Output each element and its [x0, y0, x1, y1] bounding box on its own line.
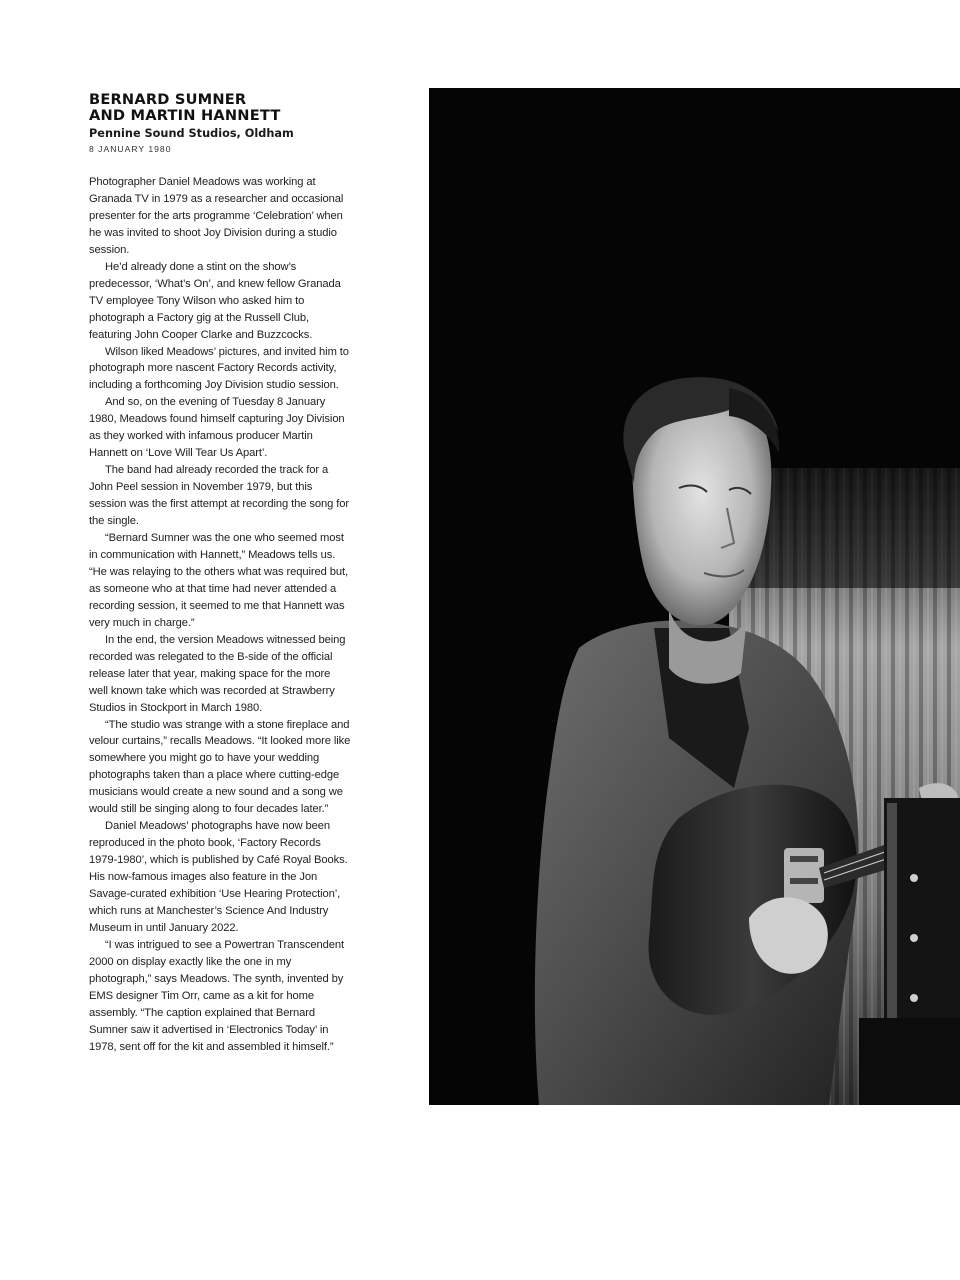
- photo-illustration: [429, 88, 960, 1105]
- body-paragraph: “I was intrigued to see a Powertran Transcendent 2000 on display exactly like the one in my photograph,” says Meadows. The synth, invented by EMS designer Tim Orr, came as a kit for home assembly. “The caption explained that Bernard Sumner saw it advertised in ‘Electronics Today’ in 1978, sent off for the kit and assembled it himself.”: [89, 938, 344, 1053]
- article-body: [89, 174, 351, 1056]
- body-paragraph: He’d already done a stint on the show’s predecessor, ‘What’s On’, and knew fellow Granada TV employee Tony Wilson who asked him to photograph a Factory gig at the Russell Club, featuring John Cooper Clarke and Buzzcocks.: [89, 260, 341, 341]
- body-paragraph: The band had already recorded the track for a John Peel session in November 1979, but this session was the first attempt at recording the song for the single.: [89, 464, 350, 528]
- article-headline: [89, 92, 351, 124]
- headline-line-1: BERNARD SUMNER: [89, 91, 247, 108]
- body-paragraph: Photographer Daniel Meadows was working at Granada TV in 1979 as a researcher and occasional presenter for the arts programme ‘Celebration’ when he was invited to shoot Joy Division during a studio session.: [89, 176, 344, 256]
- body-paragraph: In the end, the version Meadows witnessed being recorded was relegated to the B-side of the official release later that year, making space for the more well known take which was recorded at Strawberry Studios in Stockport in March 1980.: [89, 633, 346, 714]
- musician-photograph: [429, 88, 960, 1105]
- article-date: 8 JANUARY 1980: [89, 144, 172, 154]
- body-paragraph: “Bernard Sumner was the one who seemed most in communication with Hannett,” Meadows tells us. “He was relaying to the others what was required but, as someone who at that time had never attended a recording session, it seemed to me that Hannett was very much in charge.”: [89, 532, 348, 629]
- article-subhead: Pennine Sound Studios, Oldham: [89, 127, 294, 140]
- article-text-column: [89, 92, 351, 1056]
- body-paragraph: Daniel Meadows’ photographs have now been reproduced in the photo book, ‘Factory Records 1979-1980’, which is published by Café Royal Books. His now-famous images also feature in the Jon Savage-curated exhibition ‘Use Hearing Protection’, which runs at Manchester’s Science And Industry Museum in until January 2022.: [89, 820, 348, 934]
- headline-line-2: AND MARTIN HANNETT: [89, 107, 281, 124]
- body-paragraph: “The studio was strange with a stone fireplace and velour curtains,” recalls Meadows. “It looked more like somewhere you might go to have your wedding photographs taken than a place where cutting-edge musicians would create a new sound and a song we would still be singing along to four decades later.”: [89, 718, 351, 816]
- body-paragraph: Wilson liked Meadows’ pictures, and invited him to photograph more nascent Factory Records activity, including a forthcoming Joy Division studio session.: [89, 345, 349, 392]
- body-paragraph: And so, on the evening of Tuesday 8 January 1980, Meadows found himself capturing Joy Division as they worked with infamous producer Martin Hannett on ‘Love Will Tear Us Apart’.: [89, 396, 345, 460]
